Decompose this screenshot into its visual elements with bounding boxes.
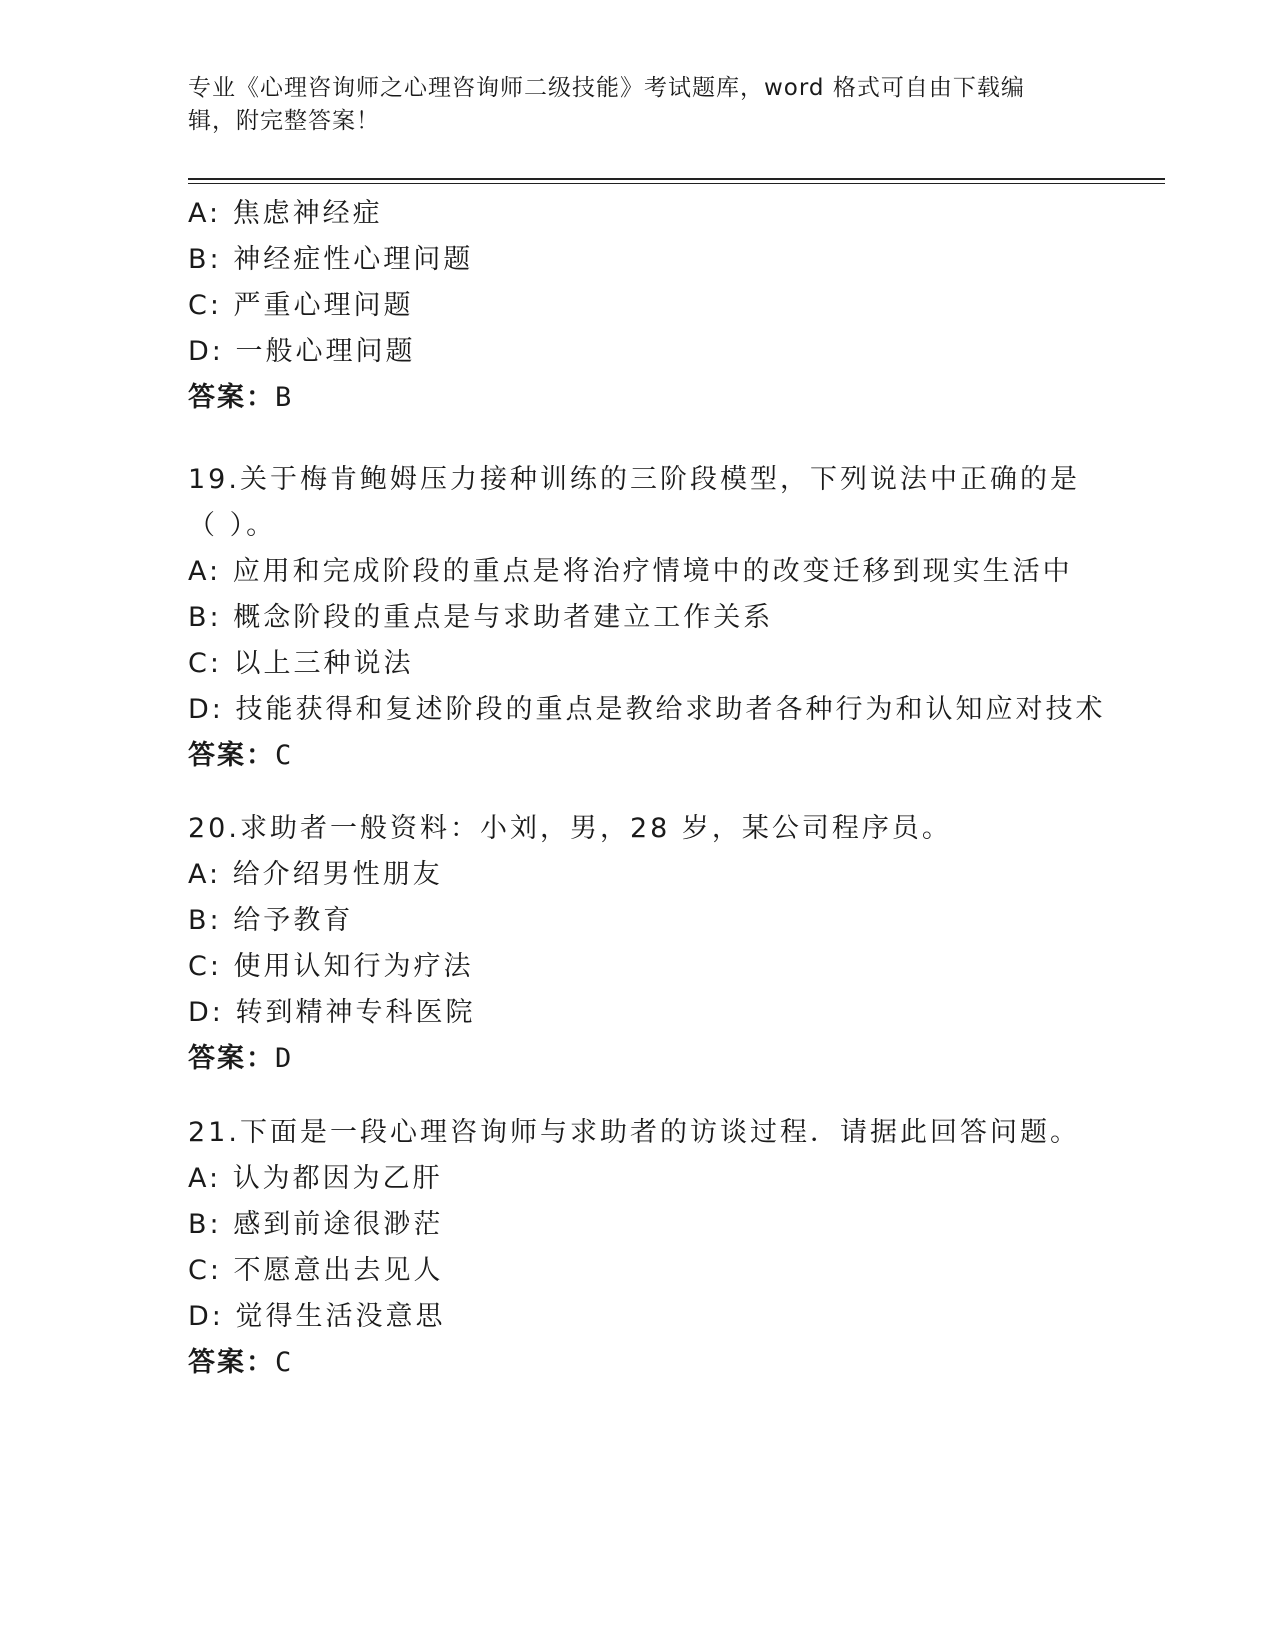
question-text: 20.求助者一般资料：小刘，男，28 岁，某公司程序员。 — [188, 813, 952, 844]
header-divider-thick — [188, 178, 1165, 180]
document-header: 专业《心理咨询师之心理咨询师二级技能》考试题库，word 格式可自由下载编辑，附完整答案！ — [188, 75, 1025, 134]
option-a: A: 应用和完成阶段的重点是将治疗情境中的改变迁移到现实生活中 — [188, 556, 1073, 587]
option-c: C: 不愿意出去见人 — [188, 1255, 444, 1286]
answer-line: 答案：D — [188, 1043, 294, 1074]
question-18-block — [188, 191, 1148, 421]
answer-line: 答案：B — [188, 382, 294, 413]
option-b: B: 神经症性心理问题 — [188, 244, 474, 275]
option-d: D: 一般心理问题 — [188, 336, 416, 367]
answer-line: 答案：C — [188, 740, 294, 771]
option-a: A: 焦虑神经症 — [188, 198, 383, 229]
option-d: D: 觉得生活没意思 — [188, 1301, 446, 1332]
question-20-block — [188, 806, 1148, 1082]
option-c: C: 以上三种说法 — [188, 648, 414, 679]
option-b: B: 给予教育 — [188, 905, 354, 936]
option-b: B: 感到前途很渺茫 — [188, 1209, 444, 1240]
question-text: 21.下面是一段心理咨询师与求助者的访谈过程．请据此回答问题。 — [188, 1117, 1080, 1148]
option-c: C: 使用认知行为疗法 — [188, 951, 474, 982]
answer-line: 答案：C — [188, 1347, 294, 1378]
question-21-block — [188, 1110, 1148, 1386]
option-a: A: 给介绍男性朋友 — [188, 859, 443, 890]
option-d: D: 技能获得和复述阶段的重点是教给求助者各种行为和认知应对技术 — [188, 694, 1106, 725]
header-divider-thin — [188, 183, 1165, 184]
option-b: B: 概念阶段的重点是与求助者建立工作关系 — [188, 602, 774, 633]
question-text: 19.关于梅肯鲍姆压力接种训练的三阶段模型，下列说法中正确的是（ ）。 — [188, 464, 1080, 541]
question-19-block — [188, 457, 1148, 779]
option-d: D: 转到精神专科医院 — [188, 997, 476, 1028]
option-c: C: 严重心理问题 — [188, 290, 414, 321]
option-a: A: 认为都因为乙肝 — [188, 1163, 443, 1194]
